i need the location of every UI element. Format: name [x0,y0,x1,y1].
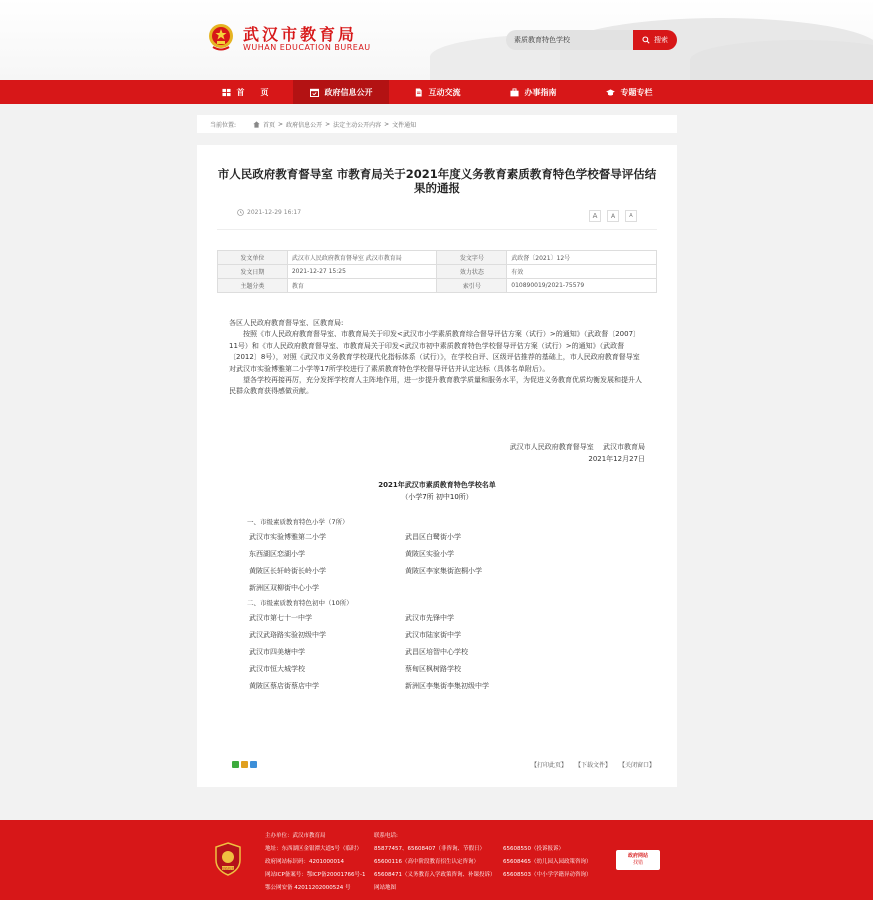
national-emblem-icon [207,22,235,52]
nav-label: 办事指南 [524,87,557,97]
document-meta-table [217,250,657,293]
wechat-share-icon[interactable] [232,761,239,768]
article-salutation: 各区人民政府教育督导室、区教育局: [229,319,344,327]
article-date-text: 2021-12-29 16:17 [247,209,302,216]
nav-label: 首 页 [236,87,269,97]
footer-text: 联系电话: [374,833,398,839]
meta-value: 武汉市人民政府教育督导室 武汉市教育局 [287,251,437,265]
font-size-controls [589,210,637,222]
emblem-caption: 党政机关 [221,866,235,871]
briefcase-icon [510,88,519,97]
footer-text: 65600116（高中阶段教育招生认定咨询） [374,859,479,865]
footer-phones-2 [503,830,592,882]
article-title: 市人民政府教育督导室 市教育局关于2021年度义务教育素质教育特色学校督导评估结果的通报 [217,167,657,195]
font-small-button[interactable]: A [625,210,637,222]
search-bar [506,30,677,50]
footer-police-link[interactable]: 鄂公网安备 42011202000524 号 [265,885,351,891]
breadcrumb-prefix: 当前位置: [210,121,237,129]
search-input[interactable] [506,30,633,50]
party-gov-emblem-icon[interactable] [214,842,242,876]
meta-key: 发文日期 [218,265,288,279]
breadcrumb-link[interactable]: 法定主动公开内容 [333,121,382,129]
sitemap-link[interactable]: 网站地图 [374,885,397,891]
meta-key: 发文单位 [218,251,288,265]
list-item: 武昌区培智中心学校 [405,648,468,656]
meta-key: 主题分类 [218,279,288,293]
report-error-badge[interactable] [616,850,660,870]
breadcrumb-separator: > [278,120,284,128]
calendar-icon [310,88,319,97]
footer-text: 65608503（中小学学籍异动咨询） [503,872,592,878]
meta-value: 教育 [287,279,437,293]
font-medium-button[interactable]: A [607,210,619,222]
school-list-subtitle: （小学7所 初中10所） [401,493,473,501]
nav-item-special-topics[interactable] [581,80,677,104]
page-actions [531,760,655,769]
list-item: 武汉武珞路实验初级中学 [249,631,326,639]
meta-value: 有效 [507,265,657,279]
home-icon [222,88,231,97]
list-item: 武汉市第七十一中学 [249,614,312,622]
site-logo-subtitle: WUHAN EDUCATION BUREAU [243,43,371,52]
meta-value: 2021-12-27 15:25 [287,265,437,279]
nav-item-gov-info[interactable] [293,80,389,104]
footer-icp-link[interactable]: 网站ICP备案号：鄂ICP备20001766号-1 [265,872,366,878]
print-page-link[interactable]: 【打印此页】 [530,762,567,769]
footer-phones [374,830,496,895]
list-item: 蔡甸区枫树路学校 [405,665,461,673]
site-footer [0,820,873,900]
article-panel [197,145,677,787]
list-item: 黄陂区长轩岭街长岭小学 [249,567,326,575]
list-item: 武汉市恒大城学校 [249,665,305,673]
document-icon [414,88,423,97]
list-item: 武汉市实验博雅第二小学 [249,533,326,541]
nav-item-interaction[interactable] [389,80,485,104]
nav-item-service-guide[interactable] [485,80,581,104]
article-paragraph: 按照《市人民政府教育督导室、市教育局关于印发<武汉市小学素质教育综合督导评估方案（试行）>的通知》（武政督〔2007〕11号）和《市人民政府教育督导室、市教育局关于印发<武汉市初中素质教育特色学校督导评估方案（试行）>的通知》（武政督〔2012〕8号），对照《武汉市义务教育学校现代化指标体系（试行）》，在学校自评、区级评估推荐的基础上，市人民政府教育督导室对武汉市实验博雅第二小学等17所学校进行了素质教育特色学校督导评估并认定达标（具体名单附后）。 [229,330,641,373]
list-item: 新洲区李集街李集初级中学 [405,682,489,690]
list-item: 新洲区双柳街中心小学 [249,584,319,592]
meta-key: 发文字号 [437,251,507,265]
divider [217,229,657,230]
footer-text: 85877457、65608407（非咨询、节假日） [374,846,485,852]
school-list-title: 2021年武汉市素质教育特色学校名单 [378,481,496,489]
footer-text [503,830,592,843]
meta-key: 索引号 [437,279,507,293]
site-header [0,0,873,80]
site-logo-title[interactable]: 武汉市教育局 [243,25,358,44]
footer-text: 政府网站标识码：4201000014 [265,859,344,865]
list-item: 东西湖区恋湖小学 [249,550,305,558]
search-button[interactable] [633,30,677,50]
list-item: 武汉市先锋中学 [405,614,454,622]
section-heading-primary: 一、市级素质教育特色小学（7所） [247,518,349,526]
breadcrumb-link[interactable]: 首页 [263,121,276,129]
font-large-button[interactable]: A [589,210,601,222]
nav-label: 专题专栏 [620,87,653,97]
footer-text: 主办单位：武汉市教育局 [265,833,326,839]
main-nav [0,80,873,104]
badge-line: 找错 [632,860,643,866]
meta-value: 010890019/2021-75579 [507,279,657,293]
footer-text: 地址：东西湖区金银潭大道5号（临时） [265,846,363,852]
home-icon [253,121,260,128]
article-date [237,209,301,216]
list-item: 黄陂区实验小学 [405,550,454,558]
footer-text: 65608550（投诉报诉） [503,846,564,852]
table-row [218,251,657,265]
signature-date: 2021年12月27日 [588,455,645,463]
breadcrumb [197,115,677,133]
close-window-link[interactable]: 【关闭窗口】 [618,762,655,769]
breadcrumb-link[interactable]: 政府信息公开 [286,121,323,129]
list-item: 黄陂区蔡店街蔡店中学 [249,682,319,690]
nav-label: 互动交流 [428,87,461,97]
meta-value: 武政督〔2021〕12号 [507,251,657,265]
graduation-cap-icon [606,88,615,97]
share-bar [232,761,257,768]
article-paragraph: 望各学校再接再厉，充分发挥学校育人主阵地作用，进一步提升教育教学质量和服务水平，为促进义务教育优质均衡发展和提升人民群众教育获得感做贡献。 [229,376,642,396]
search-button-label: 搜索 [654,36,668,44]
footer-info [265,830,366,895]
article-signature [510,441,645,465]
list-item: 黄陂区李家集街泡桐小学 [405,567,482,575]
search-icon [642,36,650,44]
section-heading-middle: 二、市级素质教育特色初中（10所） [247,599,353,607]
clock-icon [237,209,244,216]
breadcrumb-link[interactable]: 文件通知 [392,121,417,129]
nav-label: 政府信息公开 [324,87,373,97]
list-item: 武汉市四美塘中学 [249,648,305,656]
nav-item-home[interactable] [197,80,293,104]
weibo-share-icon[interactable] [241,761,248,768]
list-item: 武昌区白鹭街小学 [405,533,461,541]
breadcrumb-separator: > [384,120,390,128]
footer-text: 65608471（义务教育入学政策咨询、补课投诉） [374,872,496,878]
article-body [229,318,645,398]
signature-org: 武汉市人民政府教育督导室 武汉市教育局 [509,443,645,451]
footer-text: 65608465（幼儿园入园政策咨询） [503,859,592,865]
qzone-share-icon[interactable] [250,761,257,768]
badge-line: 政府网站 [627,853,648,859]
meta-key: 效力状态 [437,265,507,279]
list-item: 武汉市陆家街中学 [405,631,461,639]
download-file-link[interactable]: 【下载文件】 [574,762,611,769]
table-row [218,265,657,279]
table-row [218,279,657,293]
breadcrumb-separator: > [325,120,331,128]
